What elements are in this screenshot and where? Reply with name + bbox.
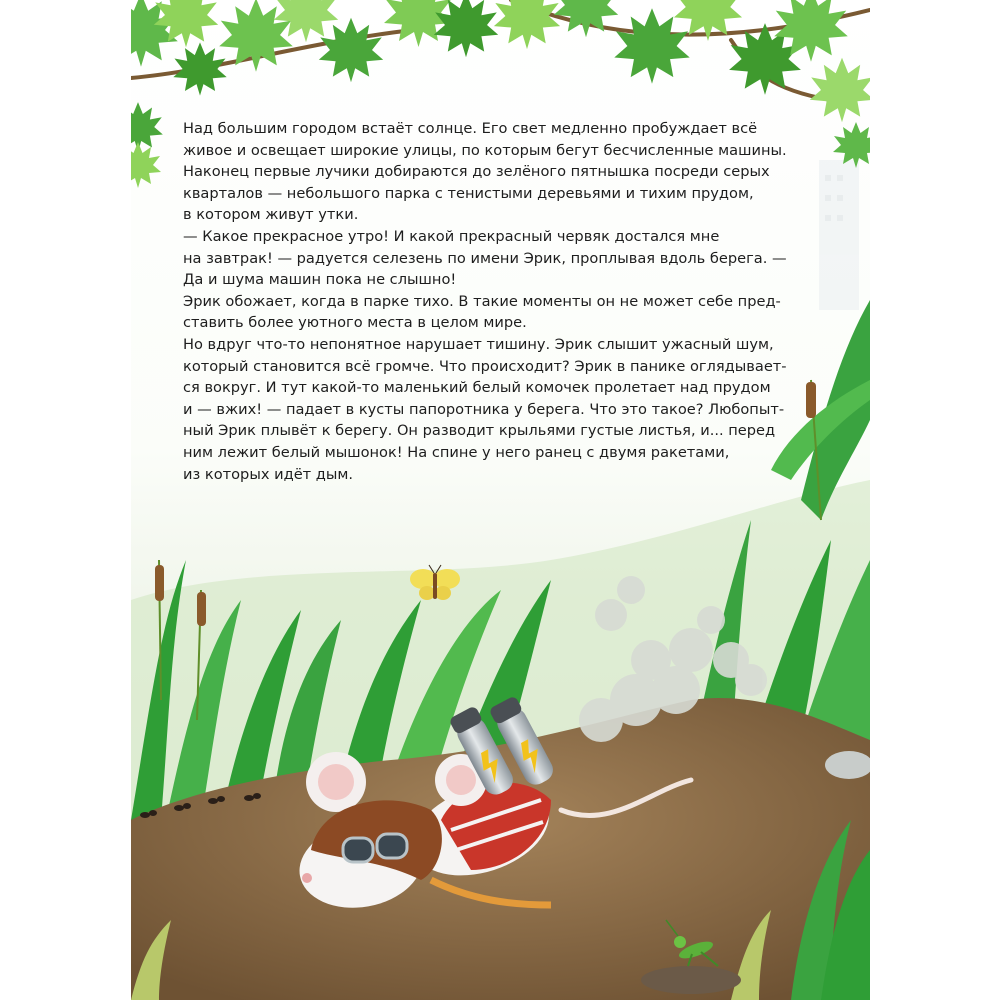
story-text bbox=[183, 118, 823, 485]
maple-leaf-icon bbox=[131, 102, 163, 152]
story-paragraph: — Какое прекрасное утро! И какой прекрасный червяк достался мне на завтрак! — радуется селезень по имени Эрик, проплывая вдоль берега. — Да и шума машин пока не слышно! bbox=[183, 227, 787, 289]
maple-leaf-icon bbox=[810, 58, 870, 122]
city-buildings bbox=[819, 160, 859, 310]
maple-leaf-icon bbox=[614, 8, 689, 83]
maple-leaf-icon bbox=[131, 142, 161, 188]
maple-leaf-icon bbox=[384, 0, 453, 47]
book-page bbox=[131, 0, 870, 1000]
story-paragraph: Но вдруг что-то непонятное нарушает тишину. Эрик слышит ужасный шум, который становится всё громче. Что происходит? Эрик в панике оглядывает- ся вокруг. И тут какой-то маленький белый комочек пролетает над прудом и — вжих! — падает в кусты папоротника у берега. Что это такое? Любопыт- ный Эрик плывёт к берегу. Он разводит крыльями густые листья, и... перед ним лежит белый мышонок! На спине у него ранец с двумя ракетами, из которых идёт дым. bbox=[183, 335, 787, 483]
maple-leaf-icon bbox=[319, 18, 383, 82]
story-paragraph: Над большим городом встаёт солнце. Его свет медленно пробуждает всё живое и освещает широкие улицы, по которым бегут бесчисленные машины. Наконец первые лучики добираются до зелёного пятнышка посреди серых кварталов — небольшого парка с тенистыми деревьями и тихим прудом, в котором живут утки. bbox=[183, 120, 787, 224]
story-paragraph: Эрик обожает, когда в парке тихо. В такие моменты он не может себе пред- ставить более уютного места в целом мире. bbox=[183, 292, 781, 332]
maple-leaf-icon bbox=[494, 0, 560, 49]
maple-leaf-icon bbox=[173, 42, 226, 95]
maple-leaf-icon bbox=[274, 0, 338, 42]
